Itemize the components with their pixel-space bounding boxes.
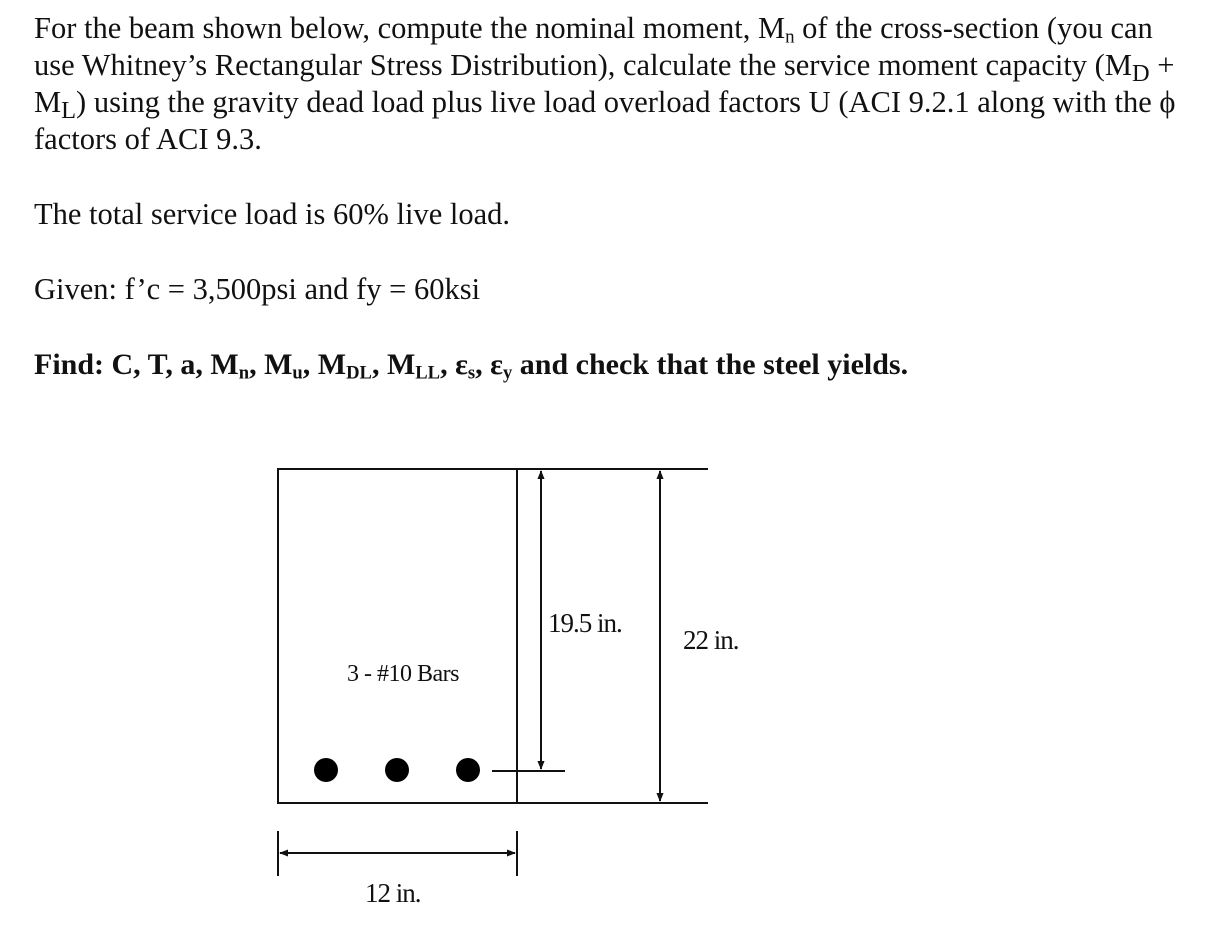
text-run: Find: C, T, a, M (34, 348, 239, 381)
text-run: and check that the steel yields. (512, 348, 909, 381)
text-run: , M (302, 348, 347, 381)
text-run: , M (371, 348, 416, 381)
text-run: ) using the gravity dead load plus live load overload factors U (ACI 9.2.1 along with the ϕ factors of ACI 9.3. (34, 85, 1176, 156)
subscript: n (785, 26, 795, 48)
beam-outline (278, 469, 517, 803)
bar-label: 3 - #10 Bars (347, 661, 459, 687)
text-run: , ε (440, 348, 468, 381)
given-values: Given: f’c = 3,500psi and fy = 60ksi (34, 272, 481, 306)
subscript: LL (415, 362, 441, 384)
subscript: D (1131, 60, 1150, 88)
rebar-group (314, 758, 480, 782)
text-run: , M (249, 348, 293, 381)
subscript: n (238, 362, 250, 384)
height-label: 22 in. (683, 625, 739, 655)
text-run: + M (34, 48, 1175, 119)
text-run: For the beam shown below, compute the nominal moment, M (34, 11, 786, 45)
rebar-3 (456, 758, 480, 782)
load-note: The total service load is 60% live load. (34, 197, 510, 231)
rebar-2 (385, 758, 409, 782)
subscript: s (467, 362, 476, 384)
subscript: L (61, 97, 77, 125)
depth-label: 19.5 in. (548, 608, 622, 638)
rebar-1 (314, 758, 338, 782)
text-run: of the cross-section (you can use Whitney’s Rectangular Stress Distribution), calculate the service moment capacity (M (34, 11, 1153, 82)
subscript: u (292, 362, 303, 384)
subscript: DL (346, 362, 372, 384)
text-run: , ε (475, 348, 503, 381)
width-label: 12 in. (365, 878, 421, 908)
subscript: y (502, 362, 513, 384)
